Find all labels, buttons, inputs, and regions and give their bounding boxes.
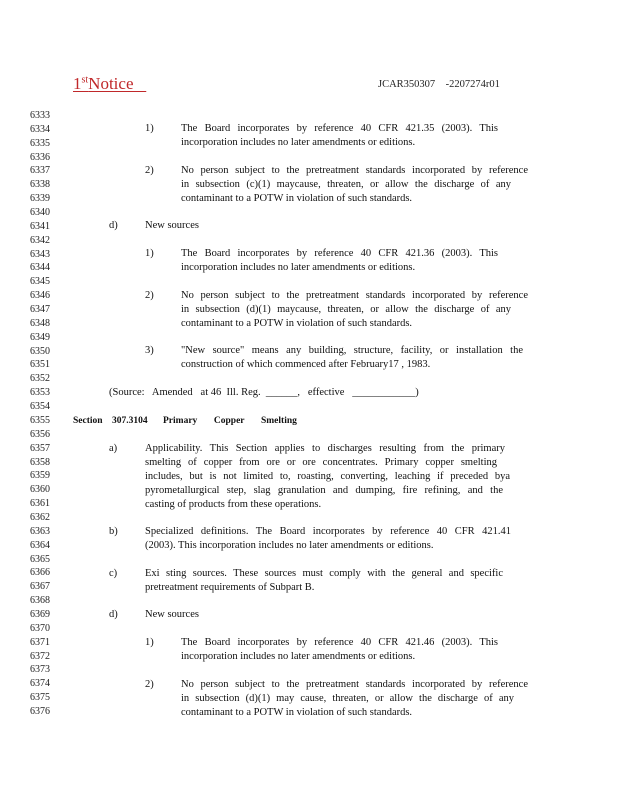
line-number: 6359 <box>30 470 50 482</box>
line-number: 6346 <box>30 290 50 302</box>
source-note: (Source: Amended at 46 Ill. Reg. ______, effective ____________) <box>109 387 419 398</box>
section-title: Primary Copper Smelting <box>163 416 297 426</box>
line-number: 6345 <box>30 276 50 288</box>
line-number: 6339 <box>30 193 50 205</box>
line-number: 6360 <box>30 484 50 496</box>
text-line: in subsection (c)(1) maycause, threaten, or allow the discharge of any <box>181 179 511 190</box>
line-number: 6340 <box>30 207 50 219</box>
line-number: 6363 <box>30 525 50 537</box>
text-line: pyrometallurgical step, slag granulation and dumping, fire refining, and the <box>145 485 503 496</box>
text-line: Specialized definitions. The Board incorporates by reference 40 CFR 421.41 <box>145 526 511 537</box>
line-number: 6355 <box>30 414 50 426</box>
line-number: 6375 <box>30 692 50 704</box>
line-number: 6371 <box>30 636 50 648</box>
item-label: 3) <box>145 345 154 356</box>
line-number: 6376 <box>30 705 50 717</box>
line-number: 6349 <box>30 331 50 343</box>
notice-word: Notice <box>88 74 134 93</box>
notice-header <box>73 74 146 94</box>
section-label: Section <box>73 416 103 426</box>
line-number: 6341 <box>30 220 50 232</box>
text-line: No person subject to the pretreatment standards incorporated by reference <box>181 290 528 301</box>
line-number: 6368 <box>30 595 50 607</box>
text-line: (2003). This incorporation includes no later amendments or editions. <box>145 540 434 551</box>
line-number: 6352 <box>30 373 50 385</box>
line-number: 6367 <box>30 581 50 593</box>
line-number: 6362 <box>30 511 50 523</box>
line-number: 6343 <box>30 248 50 260</box>
item-label: b) <box>109 526 118 537</box>
line-number: 6335 <box>30 137 50 149</box>
item-label: c) <box>109 568 118 579</box>
line-number: 6366 <box>30 567 50 579</box>
document-id: JCAR350307 -2207274r01 <box>378 79 500 90</box>
item-label: 1) <box>145 637 154 648</box>
line-number: 6333 <box>30 110 50 121</box>
line-number: 6347 <box>30 304 50 316</box>
line-number: 6364 <box>30 539 50 551</box>
item-label: 1) <box>145 248 154 259</box>
text-line: construction of which commenced after February17 , 1983. <box>181 359 431 370</box>
line-number: 6351 <box>30 359 50 371</box>
text-line: New sources <box>145 609 199 620</box>
item-label: 2) <box>145 679 154 690</box>
line-number: 6354 <box>30 401 50 413</box>
text-line: contaminant to a POTW in violation of such standards. <box>181 707 413 718</box>
text-line: Exi sting sources. These sources must comply with the general and specific <box>145 568 503 579</box>
line-number: 6344 <box>30 262 50 274</box>
text-line: in subsection (d)(1) may cause, threaten, or allow the discharge of any <box>181 693 514 704</box>
line-number: 6334 <box>30 123 50 135</box>
line-number: 6342 <box>30 234 50 246</box>
text-line: incorporation includes no later amendments or editions. <box>181 651 416 662</box>
text-line: contaminant to a POTW in violation of such standards. <box>181 318 413 329</box>
text-line: includes, but is not limited to, roasting, converting, leaching if preceded bya <box>145 471 510 482</box>
text-line: Applicability. This Section applies to discharges resulting from the primary <box>145 443 505 454</box>
line-number: 6370 <box>30 622 50 634</box>
item-label: 2) <box>145 165 154 176</box>
line-number: 6356 <box>30 428 50 440</box>
line-number: 6357 <box>30 442 50 454</box>
text-line: "New source" means any building, structure, facility, or installation the <box>181 345 523 356</box>
text-line: casting of products from these operations. <box>145 499 322 510</box>
item-label: d) <box>109 609 118 620</box>
text-line: incorporation includes no later amendments or editions. <box>181 137 416 148</box>
line-number: 6361 <box>30 498 50 510</box>
line-number: 6374 <box>30 678 50 690</box>
line-number: 6369 <box>30 608 50 620</box>
item-label: 2) <box>145 290 154 301</box>
line-number: 6337 <box>30 165 50 177</box>
line-number: 6372 <box>30 650 50 662</box>
text-line: No person subject to the pretreatment standards incorporated by reference <box>181 165 528 176</box>
text-line: The Board incorporates by reference 40 CFR 421.46 (2003). This <box>181 637 498 648</box>
line-number: 6350 <box>30 345 50 357</box>
line-number: 6338 <box>30 179 50 191</box>
line-number: 6373 <box>30 664 50 676</box>
text-line: No person subject to the pretreatment standards incorporated by reference <box>181 679 528 690</box>
text-line: The Board incorporates by reference 40 CFR 421.36 (2003). This <box>181 248 498 259</box>
text-line: The Board incorporates by reference 40 CFR 421.35 (2003). This <box>181 123 498 134</box>
text-line: incorporation includes no later amendments or editions. <box>181 262 416 273</box>
text-line: contaminant to a POTW in violation of such standards. <box>181 193 413 204</box>
line-number: 6358 <box>30 456 50 468</box>
notice-number: 1 <box>73 74 82 93</box>
text-line: in subsection (d)(1) maycause, threaten, or allow the discharge of any <box>181 304 511 315</box>
line-number: 6365 <box>30 553 50 565</box>
text-line: pretreatment requirements of Subpart B. <box>145 582 315 593</box>
line-number: 6353 <box>30 387 50 399</box>
text-line: New sources <box>145 220 199 231</box>
section-number: 307.3104 <box>112 416 148 426</box>
text-line: smelting of copper from ore or ore concentrates. Primary copper smelting <box>145 457 497 468</box>
notice-superscript: st <box>81 74 89 86</box>
item-label: d) <box>109 220 118 231</box>
item-label: a) <box>109 443 118 454</box>
line-number: 6348 <box>30 317 50 329</box>
line-number: 6336 <box>30 151 50 163</box>
item-label: 1) <box>145 123 154 134</box>
